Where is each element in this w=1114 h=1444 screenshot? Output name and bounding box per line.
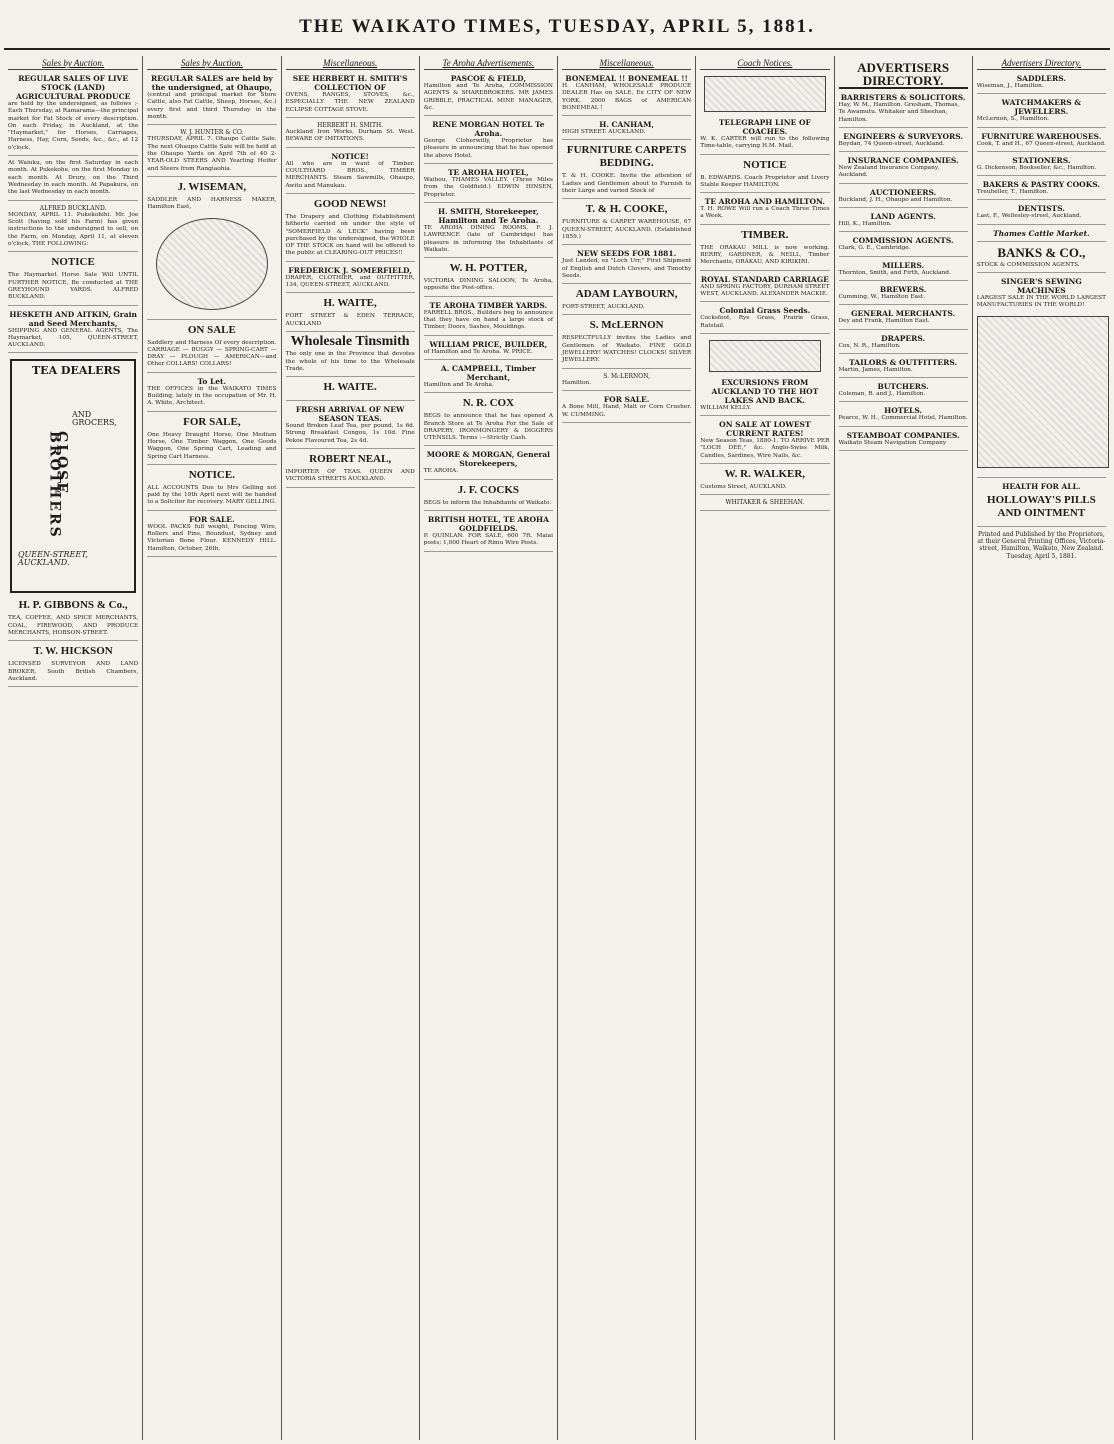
advertisement <box>562 74 691 116</box>
ad-body: MONDAY, APRIL 11. Pukekohihi. Mr. Joe Scott (having sold his Farm) has given instructions to the undersigned to sell, on the Farm, on Monday, April 11, at eleven o'clock, THE FOLLOWING: <box>8 211 139 248</box>
section-heading: HOTELS. <box>884 406 923 416</box>
ad-body: The only one in the Province that devotes the whole of his time to the Wholesale Trade. <box>285 351 415 372</box>
ad-body: LICENSED SURVEYOR AND LAND BROKER, South British Chambers, Auckland. <box>8 661 139 682</box>
ad-heading: H. WAITE, <box>323 297 377 310</box>
advertisement <box>147 324 276 373</box>
ad-heading: T. & H. COOKE, <box>585 203 668 216</box>
ad-body: One Heavy Draught Horse, One Medium Horse, One Timber Waggon, One Goods Waggon, One Spring Cart, Leading and Spring Cart Harness. <box>147 431 277 460</box>
ad-heading: NOTICE. <box>188 468 235 481</box>
ad-body: IMPORTER OF TEAS. QUEEN AND VICTORIA STREETS AUCKLAND. <box>285 469 415 483</box>
advertisement <box>424 301 553 336</box>
ad-body: Waihou, THAMES VALLEY. (Three Miles from the Goldfield.) EDWIN HINSEN, Proprietor. <box>423 177 553 198</box>
advertisement <box>286 198 415 262</box>
ad-body: A Bone Mill, Hand, Malt or Corn Crusher. W. CUMMING. <box>562 404 692 418</box>
ad-body: TE AROHA. <box>423 468 459 475</box>
ad-heading: NOTICE! <box>331 151 369 161</box>
ad-body: HOLLOWAY'S PILLS AND OINTMENT <box>987 493 1096 519</box>
ad-heading: ALFRED BUCKLAND. <box>39 204 107 212</box>
ad-body: FURNITURE & CARPET WAREHOUSE, 67 QUEEN-STREET, AUCKLAND. (Established 1859.) <box>562 219 692 240</box>
ad-heading: Wholesale Tinsmith <box>290 333 410 349</box>
advertisement <box>700 118 829 155</box>
advertisement <box>286 381 415 401</box>
ad-heading: BONEMEAL !! BONEMEAL !! <box>565 74 688 83</box>
advertisement <box>8 256 138 305</box>
ad-body: Saddlery and Harness Of every description. CARRIAGE — BUGGY — SPRING-CART — DRAY — PLOUGH — AMERICAN—and Other COLLARS! COLLARS! <box>147 339 277 368</box>
ad-heading: TE AROHA HOTEL, <box>447 168 529 178</box>
directory-section <box>839 285 968 305</box>
section-heading: GENERAL MERCHANTS. <box>851 309 956 319</box>
section-entries: Hill, K., Hamilton. <box>838 221 892 228</box>
ad-heading: NOTICE <box>51 256 95 269</box>
advertisement <box>147 377 276 412</box>
ad-heading: WILLIAM PRICE, BUILDER, <box>429 339 548 349</box>
section-entries: Clark, G. E., Cambridge. <box>838 245 911 252</box>
ad-heading: A. CAMPBELL, Timber Merchant, <box>440 363 536 382</box>
advertisement <box>424 364 553 393</box>
section-heading: SADDLERS. <box>1016 74 1066 83</box>
section-entries: Martin, James, Hamilton. <box>838 366 913 373</box>
coach-illustration-icon <box>704 76 826 112</box>
ad-heading: NEW SEEDS FOR 1881. <box>577 249 677 259</box>
advertisement <box>562 249 691 284</box>
section-heading: STEAMBOAT COMPANIES. <box>846 430 960 440</box>
advertisement <box>424 168 553 203</box>
ad-heading: FREDERICK J. SOMERFIELD, <box>288 265 412 275</box>
ad-body: The Haymarket Horse Sale Will UNTIL FURTHER NOTICE, Be conducted at THE GREYHOUND YARDS. ALFRED BUCKLAND. <box>8 272 139 301</box>
ad-body: AND SPRING FACTORY, DURHAM STREET WEST, AUCKLAND. ALEXANDER MACKIE. <box>700 283 830 297</box>
ad-heading: To Let. <box>197 376 227 386</box>
section-heading: FURNITURE WAREHOUSES. <box>981 131 1102 141</box>
column-header: Coach Notices. <box>700 58 829 70</box>
advertisement <box>424 340 553 360</box>
section-heading: COMMISSION AGENTS. <box>852 236 954 246</box>
column-8 <box>972 56 1110 1440</box>
ad-heading: H. CANHAM, <box>599 120 655 130</box>
advertisement <box>977 482 1106 527</box>
section-entries: Dey and Frank, Hamilton East. <box>838 318 930 325</box>
section-heading: BREWERS. <box>879 284 927 294</box>
directory-section <box>839 358 968 378</box>
ad-body: WOOL PACKS full weight, Fencing Wire, Rollers and Pins, Boundust, Sydney and Victorian Bone Flour. KENNEDY HILL. Hamilton, October, 26th. <box>147 523 277 552</box>
ad-heading: HEALTH FOR ALL. <box>1002 481 1081 491</box>
section-heading: BUTCHERS. <box>877 382 929 392</box>
ad-body: THE ORAKAU MILL is now working. BERRY, GARDNER, & NEILL, Timber Merchants, ORAKAU, AND KIRIKIRI. <box>700 244 830 266</box>
ad-heading: H. P. GIBBONS & Co., <box>18 599 128 612</box>
advertisement <box>147 515 276 557</box>
directory-section <box>977 156 1106 176</box>
section-heading: DRAPERS. <box>881 333 926 343</box>
ad-heading: Colonial Grass Seeds. <box>719 306 811 316</box>
ad-body: FORT-STREET, AUCKLAND. <box>562 304 645 311</box>
ad-body: SHIPPING AND GENERAL AGENTS, The Haymarket, 105, QUEEN-STREET, AUCKLAND. <box>8 327 139 349</box>
ad-body: Just Landed, ex "Loch Urr," First Shipment of English and Dutch Clovers, and Timothy Seeds. <box>562 258 692 279</box>
section-entries: Waikato Steam Navigation Company <box>838 439 947 446</box>
advertisement <box>977 229 1106 242</box>
ad-heading: HERBERT H. SMITH. <box>317 121 384 129</box>
ad-body: Cocksfoot, Rye Grass, Prairie Grass, Ratstail. <box>700 315 830 329</box>
advertisement <box>562 288 691 315</box>
ad-line: QUEEN-STREET, AUCKLAND. <box>18 550 88 567</box>
ad-heading: FURNITURE CARPETS BEDDING. <box>566 144 687 170</box>
section-entries: Cumming, W., Hamilton East. <box>838 293 926 300</box>
directory-section <box>839 382 968 402</box>
advertisement <box>424 484 553 511</box>
section-heading: ENGINEERS & SURVEYORS. <box>843 131 963 141</box>
ad-heading: ON SALE AT LOWEST CURRENT RATES! <box>719 420 811 439</box>
ad-body: B. EDWARDS. Coach Proprietor and Livery Stable Keeper HAMILTON. <box>700 174 830 188</box>
directory-section <box>839 156 968 184</box>
ad-body: SADDLER AND HARNESS MAKER, Hamilton East, <box>147 196 277 211</box>
column-header: Te Aroha Advertisements. <box>424 58 553 70</box>
sewing-machine-illustration-icon <box>977 316 1109 468</box>
advertisement <box>8 160 138 200</box>
ad-body: Hamilton and Te Aroha. <box>423 381 494 388</box>
ad-body: All who are in want of Timber. COULTHARD BROS., TIMBER MERCHANTS. Steam Sawmills, Ohaupo, Awitu and Manukau. <box>285 160 415 189</box>
advertisement <box>286 266 415 294</box>
advertisement <box>700 229 829 271</box>
ad-heading: J. F. COCKS <box>457 483 520 496</box>
advertisement <box>700 275 829 303</box>
ad-body: BEGS to inform the Inhabitants of Waikato. <box>423 499 552 506</box>
ad-body: are held by the undersigned, as follows :- Each Thursday, at Ramarama—the principal market for Fat Stock of every description. On each Friday, in Auckland, at the "Haymarket," for Horses, Carriages, Harness, Hay, Corn, Seeds, &c., &c., at 12 o'clock. <box>8 101 139 151</box>
ad-body: THE OFFICES in the WAIKATO TIMES Building, lately in the occupation of Mr. H. A. White, Architect. <box>147 385 277 407</box>
ad-heading: FOR SALE. <box>603 395 650 405</box>
section-heading: WATCHMAKERS & JEWELLERS. <box>1001 98 1082 117</box>
ad-body: (central and principal market for Store Cattle, also Fat Cattle, Sheep, Horses, &c.) every first and third Thursday in the month. <box>147 92 277 120</box>
section-heading: BARRISTERS & SOLICITORS. <box>840 93 966 102</box>
directory-section <box>839 93 968 128</box>
advertisement <box>147 416 276 465</box>
column-header: Advertisers Directory. <box>977 58 1106 70</box>
ad-body: Customs Street, AUCKLAND. <box>700 484 787 491</box>
ad-body: TEA, COFFEE, AND SPICE MERCHANTS, COAL, FIREWOOD, AND PRODUCE MERCHANTS, HOBSON-STREET. <box>8 615 139 637</box>
ad-body: Auckland Iron Works, Durham St. West. BEWARE OF IMITATIONS. <box>285 129 415 143</box>
section-heading: DENTISTS. <box>1017 204 1065 214</box>
directory-section <box>839 431 968 451</box>
advertisement <box>562 203 691 245</box>
ad-body: ALL ACCOUNTS Due to Mrs Gelling not paid by the 19th April next will be handed to a Solicitor for recovery. MARY GELLING. <box>147 484 277 506</box>
ad-heading: J. WISEMAN, <box>177 180 247 193</box>
advertisement <box>147 181 276 320</box>
advertisement <box>562 395 691 423</box>
ad-heading: REGULAR SALES OF LIVE STOCK (LAND) AGRICULTURAL PRODUCE <box>15 74 131 101</box>
advertisement <box>424 120 553 164</box>
advertisement <box>977 277 1106 478</box>
advertisement <box>8 74 138 156</box>
ad-heading: Thames Cattle Market. <box>993 228 1090 238</box>
advertisement <box>8 645 138 687</box>
ad-heading: WHITAKER & SHEEHAN. <box>725 499 805 507</box>
advertisement <box>562 319 691 368</box>
ad-body: FORT STREET & EDEN TERRACE, AUCKLAND <box>285 313 415 327</box>
section-entries: New Zealand Insurance Company, Auckland. <box>838 165 940 179</box>
column-header: Sales by Auction. <box>8 58 138 70</box>
column-header: Miscellaneous. <box>562 58 691 70</box>
ad-heading: TE AROHA TIMBER YARDS. <box>429 300 548 310</box>
ad-body: H. CANHAM, WHOLESALE PRODUCE DEALER Has on SALE, Ex CITY OF NEW YORK, 2000 BAGS of AMERICAN BONEMEAL ! <box>562 83 692 111</box>
ad-heading: S. McLERNON <box>589 319 664 332</box>
ad-body: Sound Broken Leaf Tea, per pound, 1s 6d. Strong Breakfast Congou, 1s 10d. Fine Pekoe Flavoured Tea, 2s 4d. <box>285 423 415 444</box>
advertisement <box>700 306 829 334</box>
directory-section <box>839 309 968 329</box>
ad-heading: FOR SALE, <box>183 415 241 428</box>
advertisement <box>286 74 415 118</box>
section-entries: Wiseman, J., Hamilton. <box>976 83 1044 89</box>
advertisement <box>285 333 415 377</box>
column-5 <box>557 56 695 1440</box>
ad-body: FARRELL BROS., Builders beg to announce that they have on hand a large stock of Timber, Doors, Sashes, Mouldings. <box>423 309 553 331</box>
advertisement <box>700 420 829 464</box>
advertisement <box>147 469 276 511</box>
directory-section <box>839 334 968 354</box>
saddle-illustration-icon <box>156 218 268 310</box>
advertisement <box>286 122 415 148</box>
ad-body: T. H. ROWE Will run a Coach Three Times a Week. <box>700 206 830 220</box>
advertisement <box>562 144 691 199</box>
ad-heading: NOTICE <box>743 158 787 171</box>
ad-heading: W. H. POTTER, <box>449 262 528 275</box>
column-4 <box>419 56 557 1440</box>
ad-heading: N. R. COX <box>462 397 515 410</box>
ad-heading: T. W. HICKSON <box>33 645 113 658</box>
directory-section <box>977 204 1106 224</box>
ad-heading: H. WAITE. <box>323 381 377 394</box>
ad-body: STOCK & COMMISSION AGENTS. <box>976 261 1080 268</box>
advertisement <box>147 129 276 177</box>
masthead <box>4 8 1110 50</box>
advertisement <box>8 205 138 253</box>
ad-body: BEGS to announce that he has opened A Branch Store at Te Aroha For the Sale of DRAPERY, IRONMONGERY & DIGGERS UTENSILS. Terms :—Strictly Cash. <box>423 413 553 442</box>
ad-heading: PASCOE & FIELD, <box>450 74 526 83</box>
advertisement <box>977 246 1106 273</box>
advertisement <box>147 74 276 125</box>
ad-heading: TIMBER. <box>741 228 789 241</box>
column-2 <box>142 56 280 1440</box>
directory-section <box>839 261 968 281</box>
column-1 <box>4 56 142 1440</box>
ad-heading: ADAM LAYBOURN, <box>575 288 678 301</box>
ad-body: Hamilton. <box>562 379 592 386</box>
section-heading: INSURANCE COMPANIES. <box>847 156 959 166</box>
advertisement <box>424 515 553 552</box>
ad-body: W. K. CARTER will run to the following Time-table, carrying H.M. Mail. <box>700 136 830 150</box>
ad-body: WILLIAM KELLY. <box>700 404 752 411</box>
ad-heading: BRITISH HOTEL, TE AROHA GOLDFIELDS. <box>427 515 549 534</box>
ad-body: At Waiuku, on the first Saturday in each month. At Pukekohe, on the first Monday in each month. At Drury, on the Third Wednesday in each month. At Papakura, on the last Wednesday in each month. <box>8 160 139 196</box>
directory-section <box>839 406 968 426</box>
section-entries: Hay, W. M., Hamilton. Gresham, Thomas, Te Awamutu. Whitaker and Sheehan, Hamilton. <box>838 102 960 123</box>
ad-heading: ROYAL STANDARD CARRIAGE <box>700 274 829 284</box>
ad-body: The Drapery and Clothing Establishment hitherto carried on under the style of "SOMERFIELD & LECK" having been purchased by the undersigned, the WHOLE OF THE STOCK on hand will be offered to the public at CLEARING-OUT PRICES!! <box>285 213 415 257</box>
ad-heading: ON SALE <box>187 323 236 336</box>
directory-section <box>977 132 1106 152</box>
ad-heading: REGULAR SALES are held by the undersigned, at Ohaupo, <box>150 74 273 92</box>
directory-section <box>977 180 1106 200</box>
section-entries: G. Dickenson, Bookseller, &c., Hamilton. <box>976 164 1097 171</box>
directory-title: ADVERTISERS DIRECTORY. <box>839 61 968 89</box>
ad-heading: SEE HERBERT H. SMITH'S COLLECTION OF <box>292 74 408 92</box>
advertisement <box>700 468 829 495</box>
ad-heading: S. McLERNON, <box>603 372 650 380</box>
advertisement <box>424 262 553 297</box>
column-header: Miscellaneous. <box>286 58 415 70</box>
ad-body: LARGEST SALE IN THE WORLD LARGEST MANUFACTURIES IN THE WORLD! <box>976 295 1106 309</box>
section-entries: Cook, T. and H., 67 Queen-street, Auckland. <box>976 140 1106 147</box>
advertisement <box>8 599 138 641</box>
ad-heading: TE AROHA AND HAMILTON. <box>704 197 826 207</box>
section-entries: Cox, N. R., Hamilton. <box>838 342 901 349</box>
advertisement <box>286 453 415 488</box>
ad-body: George Cloherwilly, Proprietor has pleasure in announcing that he has opened the above Hotel. <box>423 138 553 159</box>
ad-body: DRAPER, CLOTHIER, and OUTFITTER, 134, QUEEN-STREET, AUCKLAND. <box>285 274 415 289</box>
advertisement <box>700 499 829 510</box>
newspaper-title: THE WAIKATO TIMES, TUESDAY, APRIL 5, 1881. <box>299 16 815 37</box>
column-6 <box>695 56 833 1440</box>
ad-heading: EXCURSIONS FROM AUCKLAND TO THE HOT LAKES AND BACK. <box>711 377 819 405</box>
ad-line: CLOSE BROTHERS <box>46 431 70 540</box>
section-entries: Coleman, R. and J., Hamilton. <box>838 391 926 398</box>
ad-heading: H. SMITH, Storekeeper, Hamilton and Te Aroha. <box>437 206 539 225</box>
section-entries: Last, F., Wellesley-street, Auckland. <box>976 213 1082 220</box>
section-heading: LAND AGENTS. <box>870 212 936 222</box>
section-entries: Pearce, W. H., Commercial Hotel, Hamilton. <box>838 415 968 422</box>
advertisement <box>562 120 691 140</box>
section-heading: AUCTIONEERS. <box>870 187 937 197</box>
advertisement <box>8 310 138 354</box>
ad-body: Hamilton and Te Aroha, COMMISSION AGENTS & SHAREBROKERS. MR JAMES GRIBBLE, PRACTICAL MINE MANAGER, &c. <box>423 83 553 111</box>
ad-heading: HESKETH AND AITKIN, Grain and Seed Merchants, <box>9 309 137 328</box>
section-heading: STATIONERS. <box>1012 155 1071 165</box>
ad-body: New Season Teas, 1880-1. TO ARRIVE PER "LOCH DEE," &c. Anglo-Swiss Milk, Candles, Sardines, Wire Nails, &c. <box>700 438 830 459</box>
ad-heading: W. R. WALKER, <box>724 468 806 481</box>
advertisement <box>286 152 415 194</box>
column-3 <box>281 56 419 1440</box>
directory-section <box>839 132 968 152</box>
directory-section <box>839 212 968 232</box>
ad-heading: SINGER'S SEWING MACHINES <box>1000 277 1082 296</box>
section-entries: Thornton, Smith, and Firth, Auckland. <box>838 269 951 276</box>
column-header: Sales by Auction. <box>147 58 276 70</box>
ad-heading: GOOD NEWS! <box>313 197 387 210</box>
advertisement <box>424 450 553 479</box>
section-entries: Treuheller, T., Hamilton. <box>976 189 1049 196</box>
advertisement <box>424 74 553 116</box>
ad-heading: ROBERT NEAL, <box>309 453 392 466</box>
ad-body: T. & H. COOKE. Invite the attention of Ladies and Gentlemen about to Furnish to their Large and varied Stock of <box>562 173 692 195</box>
page-columns <box>4 56 1110 1440</box>
steamship-illustration-icon <box>709 340 821 372</box>
section-heading: TAILORS & OUTFITTERS. <box>849 357 958 367</box>
ad-body: P. QUINLAN. FOR SALE, 600 7ft. Maiai posts; 1,000 Heart of Rimu Wire Posts. <box>423 533 553 547</box>
ad-line: TEA DEALERS <box>32 364 121 378</box>
ad-body: THURSDAY, APRIL 7. Ohaupo Cattle Sale. The next Ohaupo Cattle Sale will be held at the Ohaupo Yards on April 7th of 40 2-YEAR-OLD STEERS AND Yearling Heifer and Steers from Rangiaohia. <box>147 136 277 172</box>
section-entries: Boydan, 74 Queen-street, Auckland. <box>838 140 945 147</box>
section-heading: BAKERS & PASTRY COOKS. <box>982 180 1100 190</box>
ad-body: OVENS, RANGES, STOVES, &c., ESPECIALLY THE NEW ZEALAND ECLIPSE COTTAGE STOVE. <box>285 92 415 113</box>
ad-body: of Hamilton and Te Aroha. W. PRICE. <box>423 348 533 355</box>
ad-body: HIGH STREET. AUCKLAND. <box>562 129 646 136</box>
advertisement <box>562 373 691 392</box>
advertisement <box>700 378 829 416</box>
section-entries: Buckland, J. H., Ohaupo and Hamilton. <box>838 196 953 203</box>
directory-section <box>839 188 968 208</box>
ad-heading: MOORE & MORGAN, General Storekeepers, <box>426 450 550 469</box>
section-heading: MILLERS. <box>882 260 925 270</box>
ad-body: TE AROHA DINING ROOMS, F. J. LAWRENCE (late of Cambridge) has pleasure in informing the Inhabitants of Waikato. <box>423 224 553 253</box>
advertisement <box>424 207 553 258</box>
advertisement <box>424 397 553 446</box>
ad-heading: BANKS & CO., <box>997 244 1086 260</box>
directory-section <box>839 236 968 256</box>
advertisement <box>700 159 829 194</box>
advertisement <box>286 405 415 449</box>
ad-line: AND GROCERS, <box>72 410 117 427</box>
advertisement <box>700 197 829 225</box>
ad-heading: W. J. HUNTER & CO. <box>180 129 244 137</box>
ad-body: RESPECTFULLY invites the Ladies and Gentlemen of Waikato. FINE GOLD JEWELLERY! WATCHES! CLOCKS! SILVER JEWELLERY. <box>562 335 692 364</box>
ad-heading: RENE MORGAN HOTEL Te Aroha. <box>432 120 545 139</box>
close-brothers-ad <box>10 359 136 593</box>
directory-section <box>977 74 1106 94</box>
advertisement <box>286 297 415 332</box>
column-7 <box>834 56 972 1440</box>
printer-footer: Printed and Published by the Proprietors, at their General Printing Offices, Victoria-street, Hamilton, Waikato, New Zealand. Tuesday, April 5, 1881. <box>977 530 1106 560</box>
ad-heading: TELEGRAPH LINE OF COACHES. <box>718 118 811 136</box>
directory-section <box>977 98 1106 127</box>
ad-heading: FOR SALE. <box>189 514 235 524</box>
ad-body: VICTORIA DINING SALOON, Te Aroha, opposite the Post-office. <box>423 278 553 292</box>
section-entries: McLernon, S., Hamilton. <box>976 116 1050 123</box>
ad-heading: FRESH ARRIVAL OF NEW SEASON TEAS. <box>295 405 405 424</box>
